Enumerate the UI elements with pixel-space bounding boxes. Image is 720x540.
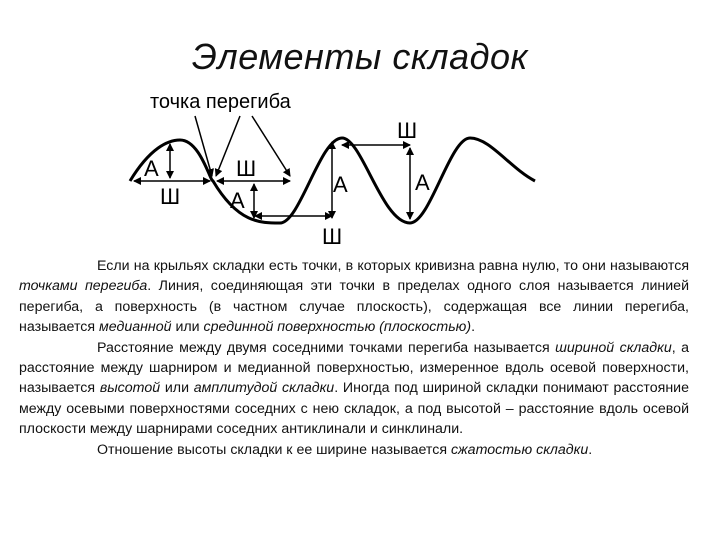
width-letter-2: Ш xyxy=(236,156,257,181)
width-letter-3: Ш xyxy=(397,118,418,143)
inflection-pointer-3 xyxy=(252,116,290,176)
term: точками перегиба xyxy=(19,278,148,295)
paragraph-inflection: Если на крыльях складки есть точки, в которых кривизна равна нулю, то они называются точками перегиба. Линия, соединяющая эти точки в пределах одного слоя называется линией перегиба, а поверхность (в частном случае плоскость), содержащая все линии перегиба, называется медианной или срединной поверхностью (плоскостью). xyxy=(19,258,689,336)
amplitude-letter-1: А xyxy=(144,156,159,181)
amplitude-letter-2: А xyxy=(230,188,245,213)
amplitude-letter-4: А xyxy=(415,170,430,195)
term: срединной поверхностью (плоскостью) xyxy=(203,319,472,336)
fold-diagram xyxy=(120,88,540,248)
term: медианной xyxy=(99,319,172,336)
width-letter-4: Ш xyxy=(322,224,343,248)
term: высотой xyxy=(99,380,161,397)
term: амплитудой складки xyxy=(193,380,335,397)
term: сжатостью складки xyxy=(450,441,589,458)
paragraph-width-height: Расстояние между двумя соседними точками перегиба называется шириной складки, а расстояние между шарниром и медианной поверхностью, измеренное вдоль осевой поверхности, называется высотой или амплитудой складки. Иногда под шириной складки понимают расстояние между осевыми поверхностями соседних с нею складок, а под высотой – расстояние вдоль осевой плоскости между шарнирами соседних антиклинали и синклинали. xyxy=(19,339,690,438)
paragraph-compression: Отношение высоты складки к ее ширине называется сжатостью складки. xyxy=(97,441,593,458)
amplitude-letter-3: А xyxy=(333,172,348,197)
inflection-point-label: точка перегиба xyxy=(150,91,291,113)
width-letter-1: Ш xyxy=(160,184,181,209)
slide-title: Элементы складок xyxy=(191,36,529,77)
term: шириной складки xyxy=(555,339,672,356)
body-text xyxy=(19,256,689,460)
inflection-pointer-1 xyxy=(195,116,212,176)
